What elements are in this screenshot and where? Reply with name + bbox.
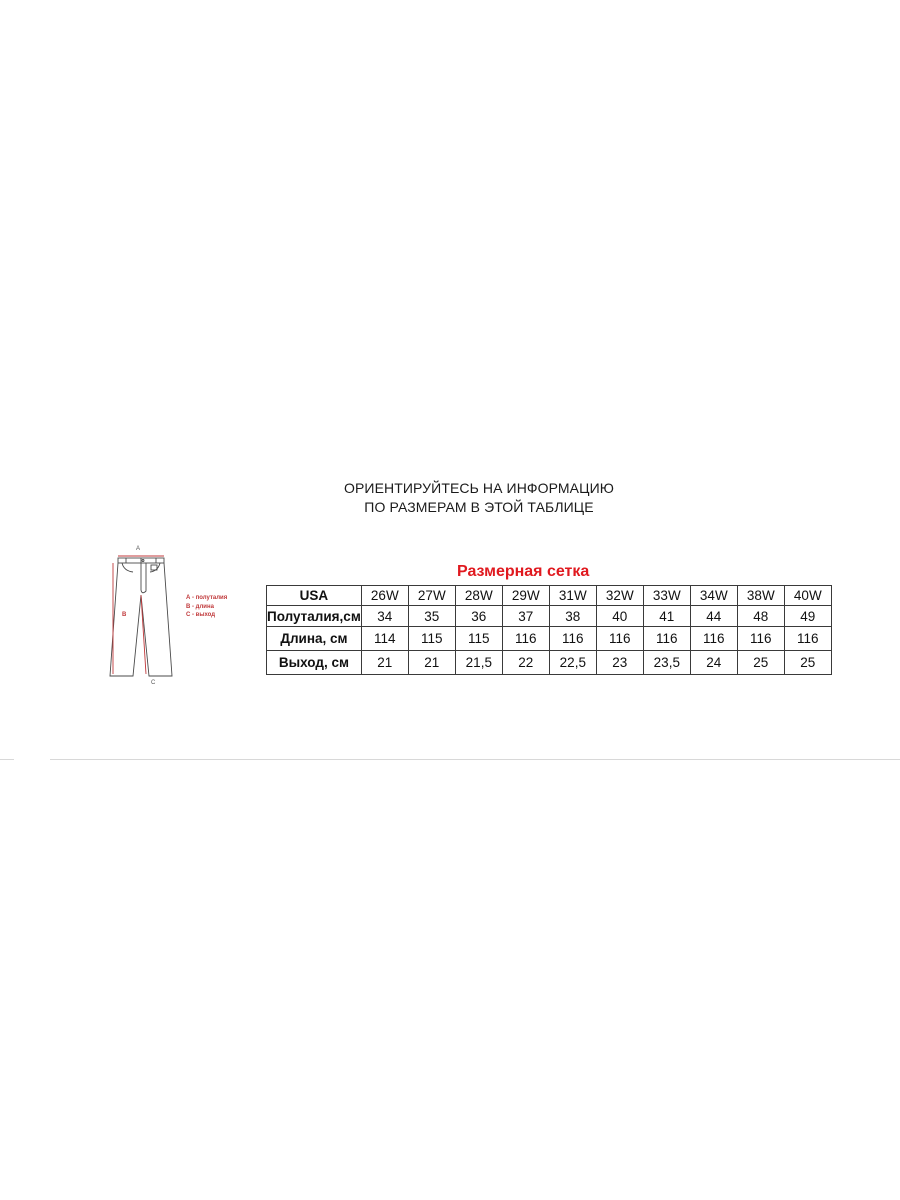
mark-a-label: A: [136, 546, 141, 552]
table-cell: 116: [502, 627, 549, 651]
divider-line: [50, 759, 900, 760]
table-cell: 26W: [361, 586, 408, 606]
table-cell: 36: [455, 606, 502, 627]
table-cell: 38: [549, 606, 596, 627]
table-cell: 28W: [455, 586, 502, 606]
size-chart-title: Размерная сетка: [457, 563, 590, 580]
legend-item-c: С - выход: [186, 612, 216, 618]
mark-c-label: C: [151, 680, 156, 686]
row-header: Длина, см: [267, 627, 362, 651]
table-cell: 32W: [596, 586, 643, 606]
pants-outline-icon: [100, 545, 180, 690]
table-cell: 116: [549, 627, 596, 651]
table-cell: 37: [502, 606, 549, 627]
table-cell: 23,5: [643, 651, 690, 675]
table-cell: 23: [596, 651, 643, 675]
size-row-length: [267, 627, 832, 651]
row-header: USA: [267, 586, 362, 606]
row-header: Полуталия,см: [267, 606, 362, 627]
size-row-usa: [267, 586, 832, 606]
table-cell: 114: [361, 627, 408, 651]
divider-left: [0, 759, 14, 760]
legend-item-b: В - длина: [186, 603, 214, 610]
table-cell: 25: [784, 651, 831, 675]
table-cell: 49: [784, 606, 831, 627]
mark-b-label: B: [122, 612, 127, 618]
table-cell: 33W: [643, 586, 690, 606]
table-cell: 27W: [408, 586, 455, 606]
table-cell: 35: [408, 606, 455, 627]
info-heading-line-1: ОРИЕНТИРУЙТЕСЬ НА ИНФОРМАЦИЮ: [343, 480, 614, 496]
table-cell: 116: [737, 627, 784, 651]
table-cell: 31W: [549, 586, 596, 606]
size-table: [266, 585, 832, 675]
table-cell: 40W: [784, 586, 831, 606]
table-cell: 22: [502, 651, 549, 675]
table-cell: 22,5: [549, 651, 596, 675]
table-cell: 25: [737, 651, 784, 675]
table-cell: 116: [596, 627, 643, 651]
size-row-inseam: [267, 651, 832, 675]
table-cell: 21: [408, 651, 455, 675]
table-cell: 115: [455, 627, 502, 651]
row-header: Выход, см: [267, 651, 362, 675]
table-cell: 21: [361, 651, 408, 675]
table-cell: 34W: [690, 586, 737, 606]
table-cell: 41: [643, 606, 690, 627]
table-cell: 40: [596, 606, 643, 627]
table-cell: 116: [784, 627, 831, 651]
table-cell: 115: [408, 627, 455, 651]
table-cell: 29W: [502, 586, 549, 606]
table-cell: 116: [643, 627, 690, 651]
table-cell: 38W: [737, 586, 784, 606]
table-cell: 24: [690, 651, 737, 675]
table-cell: 21,5: [455, 651, 502, 675]
table-cell: 48: [737, 606, 784, 627]
size-row-half-waist: [267, 606, 832, 627]
pants-measurement-diagram: [100, 545, 180, 690]
info-heading-line-2: ПО РАЗМЕРАМ В ЭТОЙ ТАБЛИЦЕ: [364, 499, 594, 515]
measurement-legend: [186, 594, 227, 620]
table-cell: 34: [361, 606, 408, 627]
table-cell: 116: [690, 627, 737, 651]
legend-item-a: А - полуталия: [186, 595, 228, 601]
table-cell: 44: [690, 606, 737, 627]
